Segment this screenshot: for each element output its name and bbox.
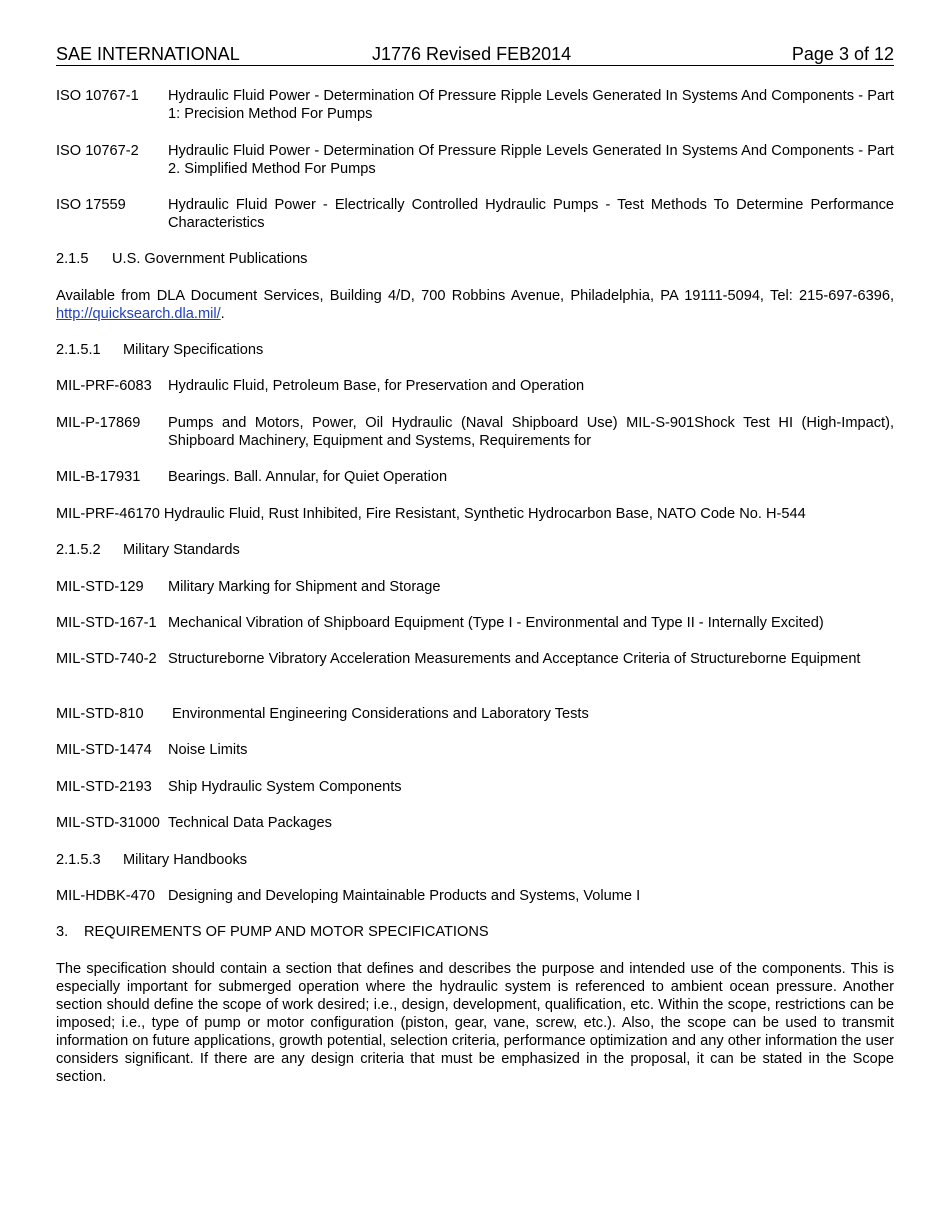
reference-entry <box>56 614 894 632</box>
reference-code: ISO 10767-1 <box>56 88 139 104</box>
reference-entry <box>56 778 894 796</box>
reference-title: Ship Hydraulic System Components <box>168 779 402 795</box>
section-number: 2.1.5 <box>56 251 89 267</box>
reference-entry <box>56 705 894 723</box>
reference-title: Structureborne Vibratory Acceleration Measurements and Acceptance Criteria of Structureborne Equipment <box>168 651 861 667</box>
reference-code: MIL-STD-31000 <box>56 815 160 831</box>
reference-title: Hydraulic Fluid, Petroleum Base, for Preservation and Operation <box>168 378 585 394</box>
section-number: 2.1.5.2 <box>56 542 101 558</box>
reference-title: Hydraulic Fluid Power - Determination Of Pressure Ripple Levels Generated In Systems And Components - Part 1: Precision Method For Pumps <box>168 88 894 122</box>
reference-entry <box>56 650 894 686</box>
reference-title: Technical Data Packages <box>168 815 332 831</box>
reference-code: MIL-STD-810 <box>56 706 144 722</box>
section-title: Military Standards <box>123 542 240 558</box>
reference-title: Pumps and Motors, Power, Oil Hydraulic (Naval Shipboard Use) MIL-S-901Shock Test HI (High-Impact), Shipboard Machinery, Equipment and Systems, Requirements for <box>168 415 894 449</box>
reference-entry <box>56 142 894 178</box>
reference-title: Military Marking for Shipment and Storage <box>168 579 441 595</box>
section-title: Military Handbooks <box>123 852 248 868</box>
reference-code: MIL-PRF-6083 <box>56 378 152 394</box>
section-heading-3 <box>56 923 894 941</box>
section-number: 3. <box>56 924 69 940</box>
section-heading-2-1-5 <box>56 250 894 268</box>
header-organization: SAE INTERNATIONAL <box>56 44 240 64</box>
section-title: U.S. Government Publications <box>112 251 308 267</box>
reference-code: MIL-STD-167-1 <box>56 615 157 631</box>
reference-code: MIL-STD-2193 <box>56 779 152 795</box>
reference-entry <box>56 887 894 905</box>
reference-entry <box>56 814 894 832</box>
reference-title: Mechanical Vibration of Shipboard Equipment (Type I - Environmental and Type II - Internally Excited) <box>168 615 824 631</box>
reference-title: Noise Limits <box>168 742 248 758</box>
reference-entry <box>56 414 894 450</box>
reference-title: Designing and Developing Maintainable Products and Systems, Volume I <box>168 888 641 904</box>
reference-entry <box>56 468 894 486</box>
section-heading-2-1-5-2 <box>56 541 894 559</box>
reference-entry-mil-prf-46170: MIL-PRF-46170 Hydraulic Fluid, Rust Inhibited, Fire Resistant, Synthetic Hydrocarbon Base, NATO Code No. H-544 <box>56 506 806 522</box>
reference-code: MIL-B-17931 <box>56 469 141 485</box>
reference-entry <box>56 87 894 123</box>
reference-entry <box>56 741 894 759</box>
section-3-paragraph: The specification should contain a section that defines and describes the purpose and intended use of the components. This is especially important for submerged operation where the hydraulic system is referenced to ambient ocean pressure. Another section should define the scope of work desired; i.e., design, development, qualification, etc. Within the scope, restrictions can be imposed; i.e., type of pump or motor configuration (piston, gear, vane, screw, etc.). Also, the scope can be used to transmit information on future applications, growth potential, selection criteria, performance optimization and any other information the user considers significant. If there are any design criteria that must be emphasized in the proposal, it can be stated in the Scope section. <box>56 961 894 1085</box>
section-number: 2.1.5.1 <box>56 342 101 358</box>
section-heading-2-1-5-1 <box>56 341 894 359</box>
reference-title: Hydraulic Fluid Power - Electrically Controlled Hydraulic Pumps - Test Methods To Determine Performance Characteristics <box>168 197 894 231</box>
reference-code: ISO 17559 <box>56 197 126 213</box>
page-header <box>56 44 894 66</box>
section-title: REQUIREMENTS OF PUMP AND MOTOR SPECIFICATIONS <box>84 924 489 940</box>
reference-code: MIL-HDBK-470 <box>56 888 155 904</box>
dla-quicksearch-link[interactable]: http://quicksearch.dla.mil/ <box>56 306 221 322</box>
availability-tail: . <box>220 306 225 322</box>
reference-code: ISO 10767-2 <box>56 143 139 159</box>
reference-title: Bearings. Ball. Annular, for Quiet Operation <box>168 469 448 485</box>
reference-entry <box>56 578 894 596</box>
section-number: 2.1.5.3 <box>56 852 101 868</box>
reference-entry <box>56 196 894 232</box>
reference-code: MIL-STD-740-2 <box>56 651 157 667</box>
availability-text: Available from DLA Document Services, Building 4/D, 700 Robbins Avenue, Philadelphia, PA 19111-5094, Tel: 215-697-6396, <box>56 288 894 304</box>
reference-code: MIL-STD-1474 <box>56 742 152 758</box>
header-document-id: J1776 Revised FEB2014 <box>372 44 572 64</box>
reference-title: Hydraulic Fluid Power - Determination Of Pressure Ripple Levels Generated In Systems And Components - Part 2. Simplified Method For Pumps <box>168 143 894 177</box>
reference-entry <box>56 377 894 395</box>
availability-paragraph <box>56 287 894 323</box>
reference-code: MIL-STD-129 <box>56 579 144 595</box>
reference-title: Environmental Engineering Considerations and Laboratory Tests <box>168 706 589 722</box>
section-title: Military Specifications <box>123 342 264 358</box>
section-heading-2-1-5-3 <box>56 851 894 869</box>
reference-code: MIL-P-17869 <box>56 415 141 431</box>
header-page-number: Page 3 of 12 <box>791 44 894 64</box>
